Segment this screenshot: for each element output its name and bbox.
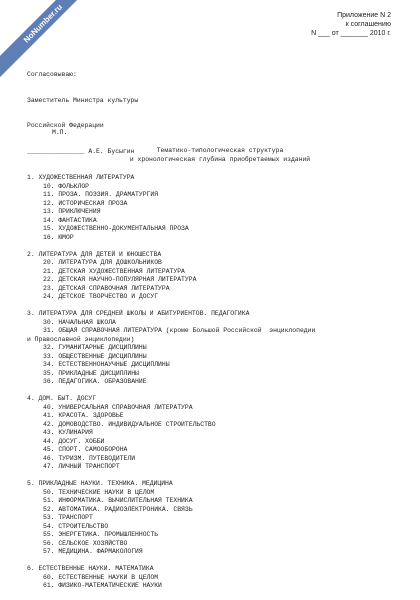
list-item: 60. ЕСТЕСТВЕННЫЕ НАУКИ В ЦЕЛОМ <box>43 573 159 581</box>
appendix-agreement: к соглашению <box>345 21 391 28</box>
section-6 <box>27 565 407 591</box>
section-2 <box>27 251 407 302</box>
approval-agreed: Согласовываю: <box>27 71 77 78</box>
list-item: 10. ФОЛЬКЛОР <box>43 182 90 190</box>
list-item: 30. НАЧАЛЬНАЯ ШКОЛА <box>43 318 116 326</box>
list-item: 20. ЛИТЕРАТУРА ДЛЯ ДОШКОЛЬНИКОВ <box>43 259 162 266</box>
appendix-number: Приложение N 2 <box>337 12 391 19</box>
list-item: 14. ФАНТАСТИКА <box>43 216 97 224</box>
approval-signature: _______________ А.Е. Бусыгин <box>27 147 135 155</box>
approval-position-2: Российской Федерации <box>27 122 104 129</box>
list-item: 46. ТУРИЗМ. ПУТЕВОДИТЕЛИ <box>43 454 136 462</box>
list-item: 35. ПРИКЛАДНЫЕ ДИСЦИПЛИНЫ <box>43 369 139 377</box>
list-item: 45. СПОРТ. САМООБОРОНА <box>43 446 128 453</box>
section-1 <box>27 174 407 242</box>
section-3 <box>27 310 407 387</box>
list-item: 61. ФИЗИКО-МАТЕМАТИЧЕСКИЕ НАУКИ <box>43 582 162 589</box>
section-heading: 1. ХУДОЖЕСТВЕННАЯ ЛИТЕРАТУРА <box>27 174 135 181</box>
list-item: 15. ХУДОЖЕСТВЕННО-ДОКУМЕНТАЛЬНАЯ ПРОЗА <box>43 225 189 232</box>
list-item: 43. КУЛИНАРИЯ <box>43 429 93 436</box>
list-item: 34. ЕСТЕСТВЕННОНАУЧНЫЕ ДИСЦИПЛИНЫ <box>43 361 170 368</box>
title-line-2: и хронологическая глубина приобретаемых изданий <box>129 155 311 163</box>
list-item: 40. УНИВЕРСАЛЬНАЯ СПРАВОЧНАЯ ЛИТЕРАТУРА <box>43 403 193 411</box>
seal-placeholder: М.П. <box>52 129 68 136</box>
list-item: 51. ИНФОРМАТИКА. ВЫЧИСЛИТЕЛЬНАЯ ТЕХНИКА <box>43 497 193 504</box>
list-item: 44. ДОСУГ. ХОББИ <box>43 437 105 445</box>
list-item: 16. ЮМОР <box>43 233 74 241</box>
section-heading: 4. ДОМ. БЫТ. ДОСУГ <box>27 395 97 402</box>
list-item: 11. ПРОЗА. ПОЭЗИЯ. ДРАМАТУРГИЯ <box>43 191 159 198</box>
list-item: 31. ОБЩАЯ СПРАВОЧНАЯ ЛИТЕРАТУРА (кроме Большой Российской энциклопедии <box>43 327 316 334</box>
section-heading: 6. ЕСТЕСТВЕННЫЕ НАУКИ. МАТЕМАТИКА <box>27 565 154 572</box>
appendix-date: N ___ от _______ 2010 г. <box>311 30 391 37</box>
list-item: 21. ДЕТСКАЯ ХУДОЖЕСТВЕННАЯ ЛИТЕРАТУРА <box>43 267 185 275</box>
list-item: 56. СЕЛЬСКОЕ ХОЗЯЙСТВО <box>43 539 128 547</box>
approval-position-1: Заместитель Министра культуры <box>27 96 139 104</box>
list-item: 24. ДЕТСКОЕ ТВОРЧЕСТВО И ДОСУГ <box>43 293 159 300</box>
list-item: 50. ТЕХНИЧЕСКИЕ НАУКИ В ЦЕЛОМ <box>43 488 155 496</box>
section-5 <box>27 480 407 557</box>
list-item: 12. ИСТОРИЧЕСКАЯ ПРОЗА <box>43 199 128 207</box>
appendix-header <box>231 11 391 38</box>
list-item: 41. КРАСОТА. ЗДОРОВЬЕ <box>43 412 124 419</box>
list-item: 54. СТРОИТЕЛЬСТВО <box>43 522 109 530</box>
list-item: 22. ДЕТСКАЯ НАУЧНО-ПОПУЛЯРНАЯ ЛИТЕРАТУРА <box>43 276 197 283</box>
list-item: 23. ДЕТСКАЯ СПРАВОЧНАЯ ЛИТЕРАТУРА <box>43 284 170 292</box>
section-4 <box>27 395 407 472</box>
section-heading: 2. ЛИТЕРАТУРА ДЛЯ ДЕТЕЙ И ЮНОШЕСТВА <box>27 250 162 258</box>
list-item: 36. ПЕДАГОГИКА. ОБРАЗОВАНИЕ <box>43 378 147 385</box>
document-title <box>90 147 350 164</box>
section-heading: 5. ПРИКЛАДНЫЕ НАУКИ. ТЕХНИКА. МЕДИЦИНА <box>27 480 173 487</box>
title-line-1: Тематико-типологическая структура <box>156 147 284 154</box>
list-item: 53. ТРАНСПОРТ <box>43 514 93 521</box>
list-item: 32. ГУМАНИТАРНЫЕ ДИСЦИПЛИНЫ <box>43 344 147 351</box>
list-item: 13. ПРИКЛЮЧЕНИЯ <box>43 208 101 215</box>
list-item: 55. ЭНЕРГЕТИКА. ПРОМЫШЛЕННОСТЬ <box>43 531 159 538</box>
sections-list <box>27 174 407 599</box>
list-item: 57. МЕДИЦИНА. ФАРМАКОЛОГИЯ <box>43 548 143 555</box>
list-item: 33. ОБЩЕСТВЕННЫЕ ДИСЦИПЛИНЫ <box>43 352 147 360</box>
list-item: 52. АВТОМАТИКА. РАДИОЭЛЕКТРОНИКА. СВЯЗЬ <box>43 505 193 513</box>
watermark-ribbon: NoNumber.ru <box>0 0 101 82</box>
list-item: 42. ДОМОВОДСТВО. ИНДИВИДУАЛЬНОЕ СТРОИТЕЛЬСТВО <box>43 420 216 428</box>
list-item: 47. ЛИЧНЫЙ ТРАНСПОРТ <box>43 463 120 470</box>
list-item-continuation: и Православной энциклопедии) <box>27 335 135 343</box>
section-heading: 3. ЛИТЕРАТУРА ДЛЯ СРЕДНЕЙ ШКОЛЫ И АБИТУРИЕНТОВ. ПЕДАГОГИКА <box>27 310 250 317</box>
